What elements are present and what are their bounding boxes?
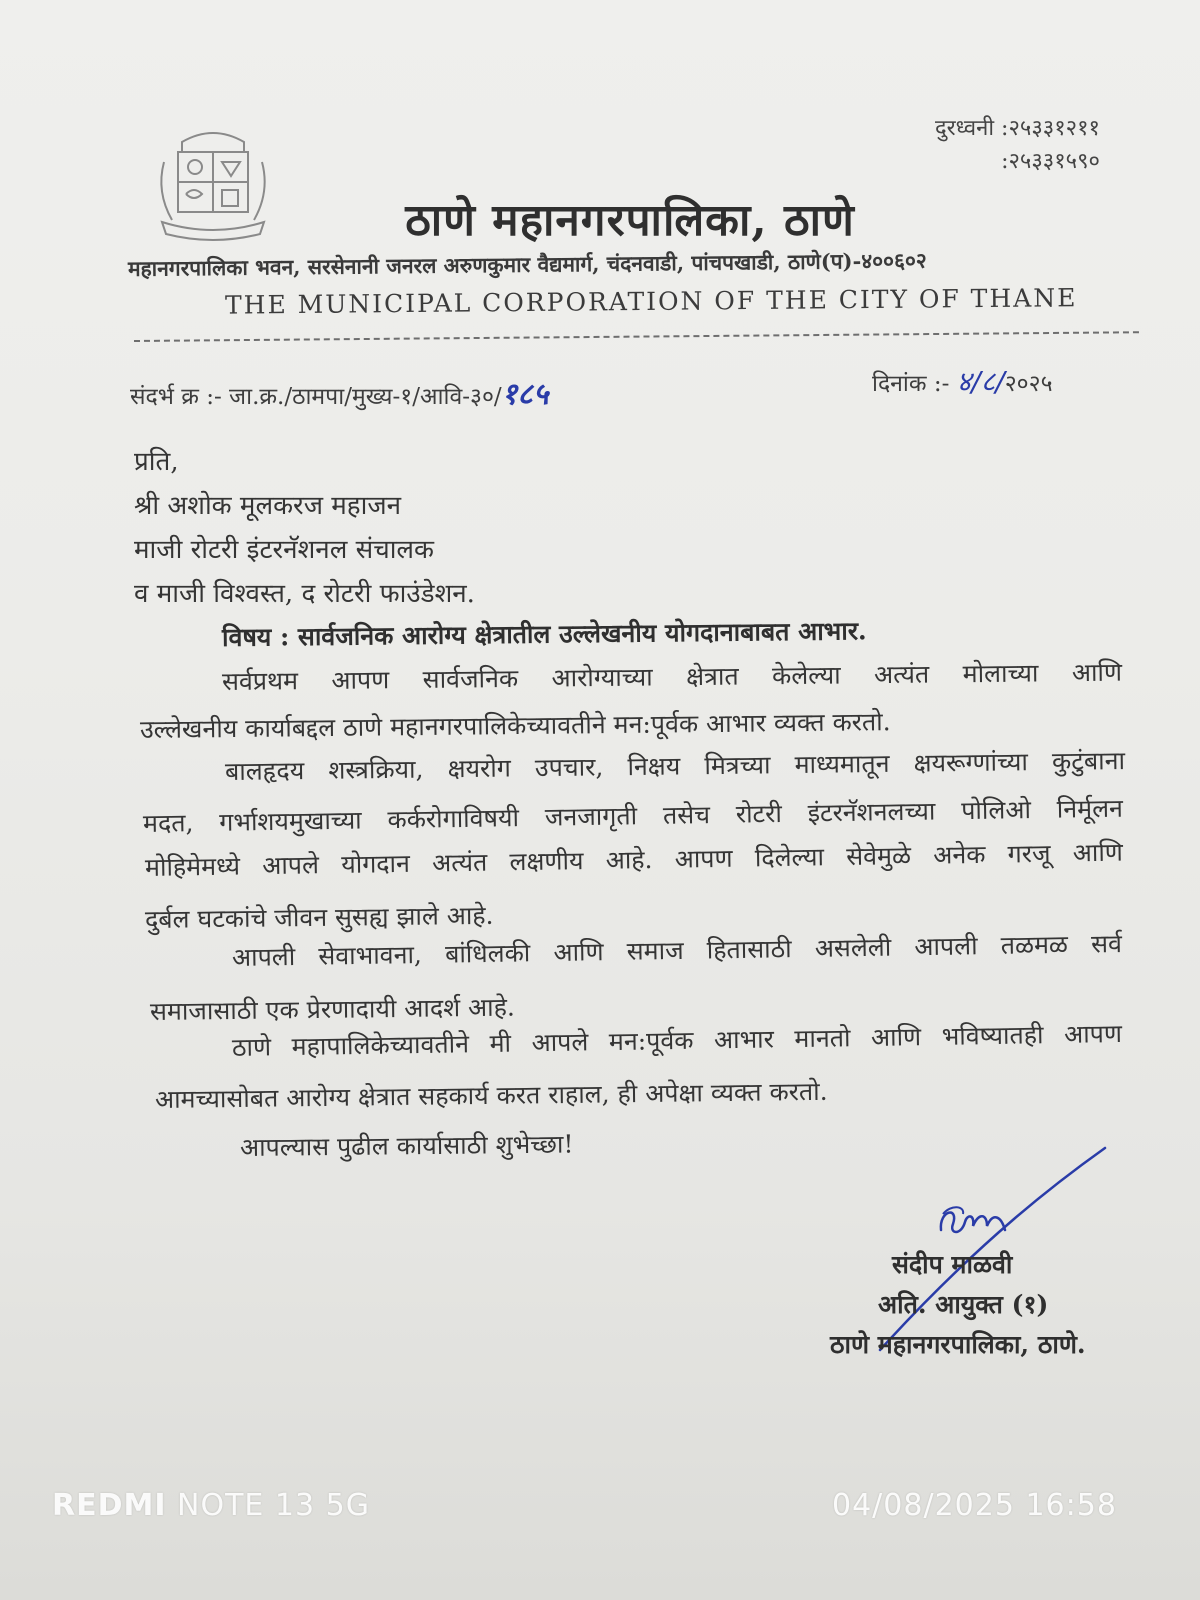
signatory-organization: ठाणे महानगरपालिका, ठाणे. [830,1330,1086,1359]
reference-number [130,372,548,413]
addressee-block [134,440,475,616]
camera-timestamp: 04/08/2025 16:58 [832,1488,1117,1523]
date-year: २०२५ [1004,371,1053,397]
camera-model-watermark [52,1488,370,1523]
signatory-designation: अति. आयुक्त (१) [878,1290,1049,1319]
phone-numbers [880,112,1100,178]
body-line: आपल्यास पुढील कार्यासाठी शुभेच्छा! [239,1129,574,1162]
body-line: मदत, गर्भाशयमुखाच्या कर्करोगाविषयी जनजागृती तसेच रोटरी इंटरनॅशनलच्या पोलिओ निर्मूलन [142,793,1124,838]
corporation-emblem-icon [152,122,274,244]
addressee-title-2: व माजी विश्वस्त, द रोटरी फाउंडेशन. [134,579,475,609]
phone-number-1: दुरध्वनी :२५३३१२११ [934,116,1100,141]
subject-line: विषय : सार्वजनिक आरोग्य क्षेत्रातील उल्लेखनीय योगदानाबाबत आभार. [221,616,867,652]
body-line: आपली सेवाभावना, बांधिलकी आणि समाज हितासाठी असलेली आपली तळमळ सर्व [231,929,1123,972]
date-label: दिनांक :- [872,371,957,397]
camera-brand: REDMI [52,1488,167,1523]
body-line: ठाणे महापालिकेच्यावतीने मी आपले मन:पूर्वक आभार मानतो आणि भविष्यातही आपण [231,1019,1123,1062]
salutation: प्रति, [134,447,179,477]
addressee-name: श्री अशोक मूलकरज महाजन [134,491,402,521]
org-address: महानगरपालिका भवन, सरसेनानी जनरल अरुणकुमार वैद्यमार्ग, चंदनवाडी, पांचपखाडी, ठाणे(प)-४००६०२ [127,247,927,281]
org-name-english: THE MUNICIPAL CORPORATION OF THE CITY OF THANE [224,283,1078,320]
body-line: समाजासाठी एक प्रेरणादायी आदर्श आहे. [149,992,516,1026]
letterhead-divider [134,331,1139,342]
signatory-name: संदीप माळवी [892,1250,1013,1279]
signatory-block [830,1245,1130,1365]
body-line: उल्लेखनीय कार्याबद्दल ठाणे महानगरपालिकेच्यावतीने मन:पूर्वक आभार व्यक्त करतो. [139,707,891,744]
body-line: बालहृदय शस्त्रक्रिया, क्षयरोग उपचार, निक्षय मित्रच्या माध्यमातून क्षयरूग्णांच्या कुटुंबाना [224,746,1126,786]
letter-date [872,362,1053,400]
body-line: सर्वप्रथम आपण सार्वजनिक आरोग्याच्या क्षेत्रात केलेल्या अत्यंत मोलाच्या आणि [221,657,1123,696]
reference-prefix: संदर्भ क्र :- जा.क्र./ठामपा/मुख्य-१/आवि-३०/ [130,384,502,410]
reference-handwritten-number: १८५ [501,377,549,412]
addressee-title-1: माजी रोटरी इंटरनॅशनल संचालक [134,535,435,565]
signature-initials-icon [935,1200,1015,1250]
date-handwritten-value: ४/८/ [956,365,1005,398]
camera-model: NOTE 13 5G [166,1488,370,1523]
body-line: दुर्बल घटकांचे जीवन सुसह्य झाले आहे. [144,900,494,934]
body-line: आमच्यासोबत आरोग्य क्षेत्रात सहकार्य करत राहाल, ही अपेक्षा व्यक्त करतो. [154,1076,828,1114]
phone-number-2: :२५३३१५९० [1001,149,1100,174]
org-name-marathi: ठाणे महानगरपालिका, ठाणे [405,195,855,246]
body-line: मोहिमेमध्ये आपले योगदान अत्यंत लक्षणीय आहे. आपण दिलेल्या सेवेमुळे अनेक गरजू आणि [144,837,1124,882]
